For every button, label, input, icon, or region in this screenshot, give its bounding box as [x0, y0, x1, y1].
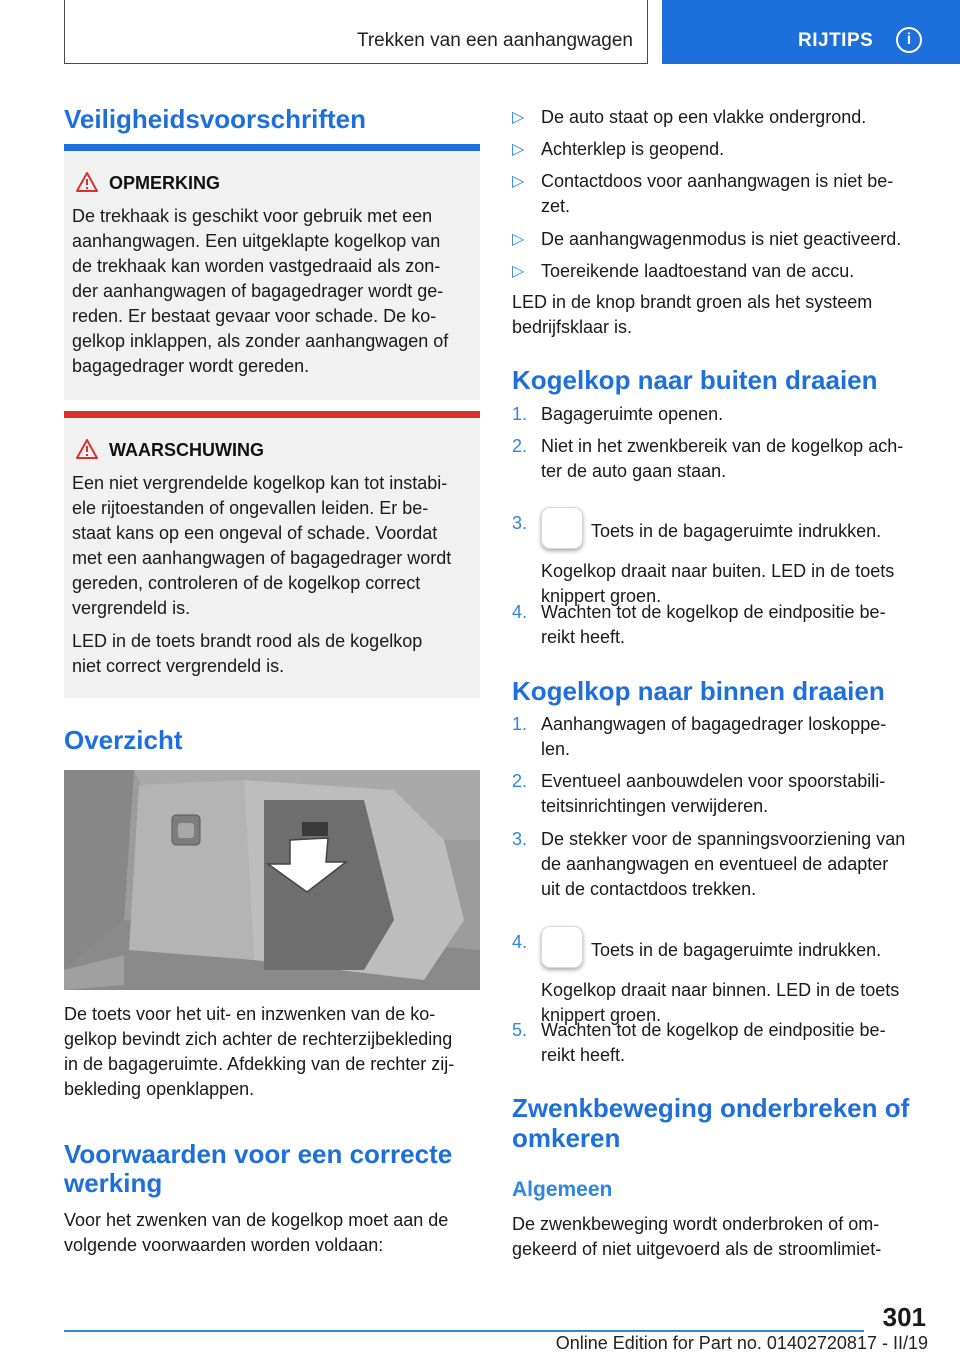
condition-item: ▷ Contactdoos voor aanhangwagen is niet be- zet. [512, 171, 894, 216]
footer-edition: Online Edition for Part no. 01402720817 - II/19 [555, 1333, 928, 1353]
heading-interrupt: Zwenkbeweging onderbreken of omkeren [512, 1093, 910, 1153]
trailer-hitch-button-icon [541, 926, 583, 968]
header-section-title: Trekken van een aanhangwagen [356, 30, 633, 51]
heading-safety: Veiligheidsvoorschriften [64, 104, 366, 134]
heading-general: Algemeen [512, 1178, 613, 1201]
heading-overview: Overzicht [64, 725, 183, 755]
overview-text: De toets voor het uit- en inzwenken van de ko- gelkop bevindt zich achter de rechterzijbekleding in de bagageruimte. Afdekking van de rechter zij- bekleding openklappen. [64, 1004, 455, 1099]
step-item: 4. Toets in de bagageruimte indrukken. Kogelkop draait naar binnen. LED in de toets knippert groen. [512, 930, 932, 1028]
trunk-photo [64, 770, 480, 990]
step-item: 1. Aanhangwagen of bagagedrager loskoppe- len. [512, 714, 887, 759]
condition-item: ▷ De auto staat op een vlakke ondergrond. [512, 107, 867, 127]
page-number: 301 [882, 1302, 926, 1332]
led-ready-text: LED in de knop brandt groen als het systeem bedrijfsklaar is. [512, 292, 873, 337]
step-item: 2. Niet in het zwenkbereik van de kogelkop ach- ter de auto gaan staan. [512, 436, 904, 481]
step-item: 2. Eventueel aanbouwdelen voor spoorstabili- teitsinrichtingen verwijderen. [512, 771, 886, 816]
step-item: 4. Wachten tot de kogelkop de eindpositie be- reikt heeft. [512, 602, 886, 647]
note-title: OPMERKING [109, 173, 221, 193]
header-chapter-label: RIJTIPS [798, 30, 874, 51]
step-item: 3. De stekker voor de spanningsvoorziening van de aanhangwagen en eventueel de adapter uit de contactdoos trekken. [512, 829, 906, 899]
header-section-tab [64, 0, 648, 64]
footer-rule [64, 1330, 864, 1332]
warning-title: WAARSCHUWING [109, 440, 264, 460]
step-item: 1. Bagageruimte openen. [512, 404, 724, 424]
info-icon[interactable]: i [896, 27, 922, 53]
warning-triangle-icon [76, 439, 98, 459]
step-item: 3. Toets in de bagageruimte indrukken. Kogelkop draait naar buiten. LED in de toets knippert groen. [512, 511, 932, 609]
step-item: 5. Wachten tot de kogelkop de eindpositie be- reikt heeft. [512, 1020, 886, 1065]
heading-swing-in: Kogelkop naar binnen draaien [512, 676, 885, 706]
header-chapter-tab[interactable] [662, 0, 960, 64]
warning-text: Een niet vergrendelde kogelkop kan tot instabi- ele rijtoestanden of ongevallen leiden. Er be- staat kans op een ongeval of schade. Voordat met een aanhangwagen of bagagedrager wordt gereden, controleren of de kogelkop correct vergrendeld is. LED in de toets brandt rood als de kogelkop niet correct vergrendeld is. [72, 473, 452, 676]
heading-swing-out: Kogelkop naar buiten draaien [512, 365, 878, 395]
warning-box [64, 418, 480, 698]
note-text: De trekhaak is geschikt voor gebruik met een aanhangwagen. Een uitgeklapte kogelkop van de trekhaak kan worden vastgedraaid als zon- der aanhangwagen of bagagedrager wordt ge- reden. Er bestaat gevaar voor schade. De ko- gelkop inklappen, als zonder aanhangwagen of bagagedrager wordt gereden. [72, 206, 449, 376]
conditions-intro: Voor het zwenken van de kogelkop moet aan de volgende voorwaarden worden voldaan: [64, 1210, 449, 1255]
general-text: De zwenkbeweging wordt onderbroken of om- gekeerd of niet uitgevoerd als de stroomlimiet- [512, 1214, 882, 1259]
condition-item: ▷ De aanhangwagenmodus is niet geactiveerd. [512, 229, 902, 249]
condition-item: ▷ Achterklep is geopend. [512, 139, 725, 159]
condition-item: ▷ Toereikende laadtoestand van de accu. [512, 261, 855, 281]
note-rule [64, 144, 480, 151]
warning-rule [64, 411, 480, 418]
note-box [64, 151, 480, 400]
trailer-hitch-button-icon [541, 507, 583, 549]
heading-conditions: Voorwaarden voor een correcte werking [64, 1139, 453, 1198]
warning-triangle-icon [76, 172, 98, 192]
